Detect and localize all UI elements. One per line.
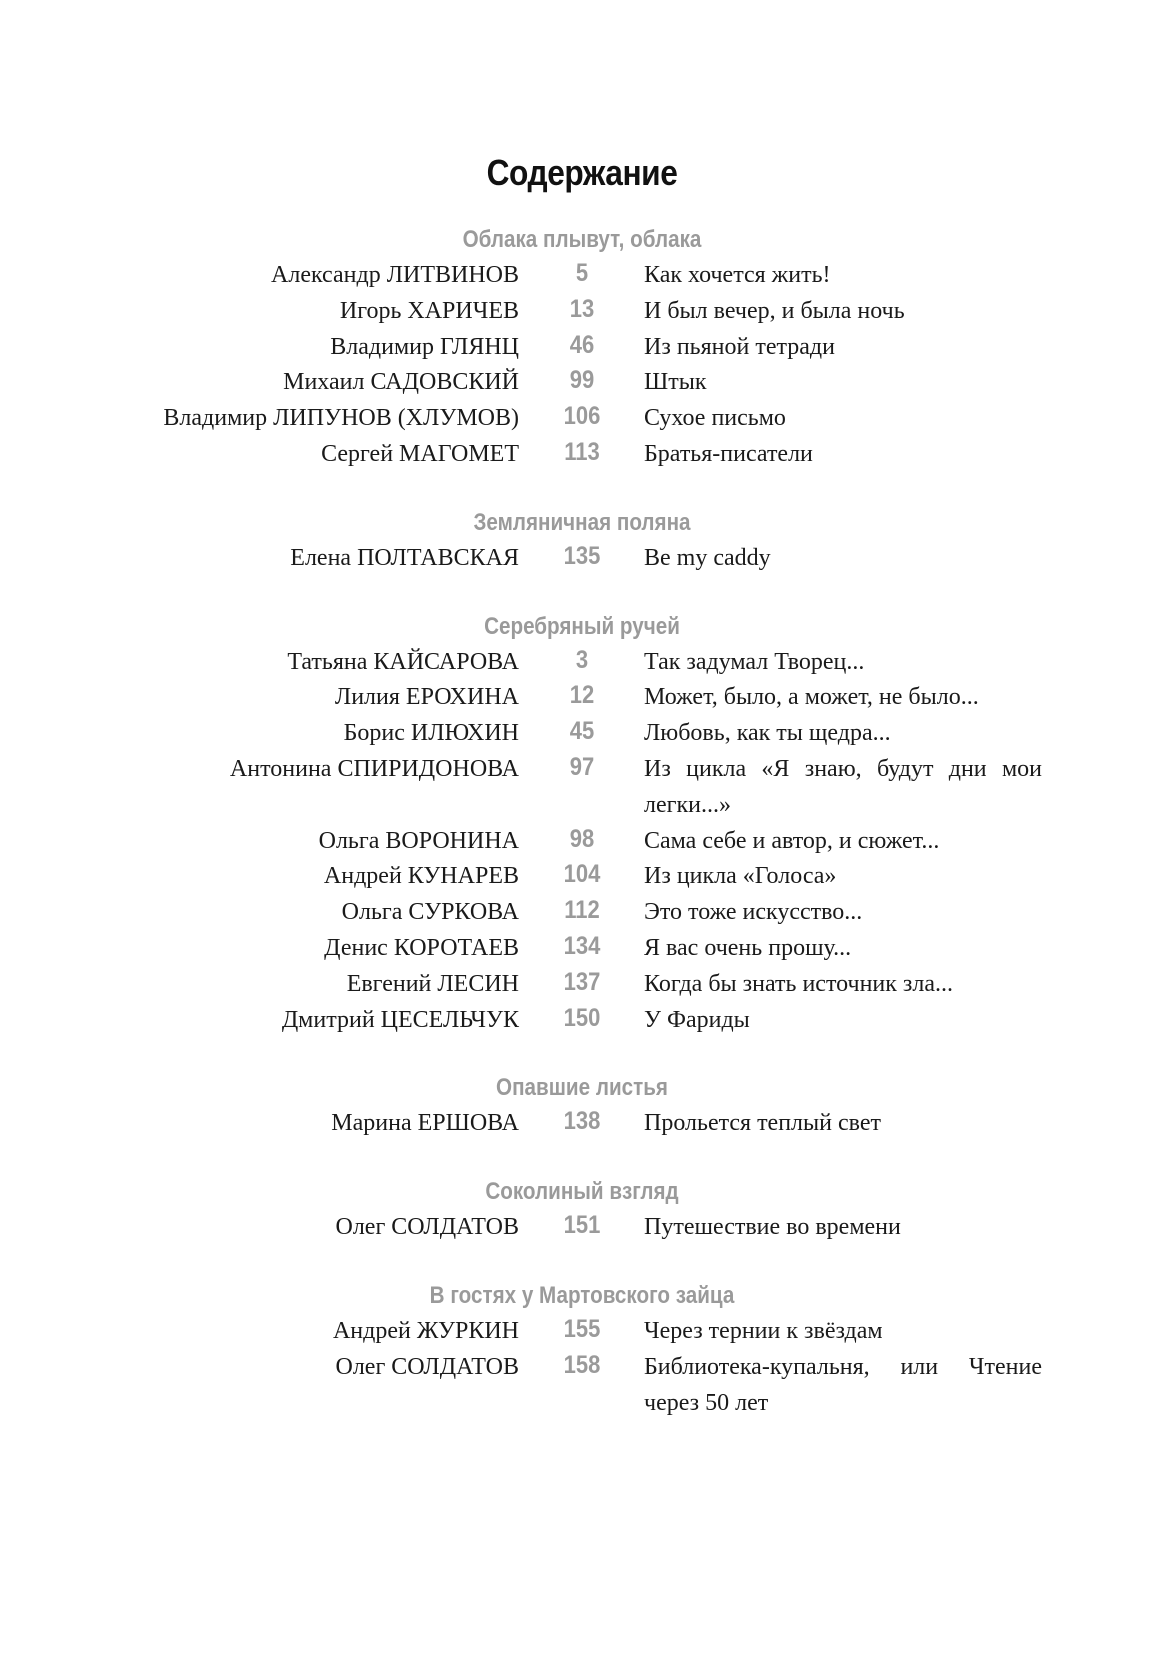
toc-entry [0,1003,1164,1039]
entry-page-number: 104 [563,860,601,889]
entry-author: Борис ИЛЮХИН [343,720,519,747]
entry-author: Ольга СУРКОВА [341,899,519,926]
entry-author: Владимир ЛИПУНОВ (ХЛУМОВ) [163,405,519,432]
entry-page-number: 99 [569,366,595,395]
entry-work-title: Как хочется жить! [644,262,831,288]
table-of-contents [0,222,1164,1453]
entry-work-title: Из цикла «Голоса» [644,863,837,890]
toc-section [0,609,1164,1039]
entry-page-number: 12 [569,681,595,710]
entry-page-number: 45 [569,717,595,746]
entry-author: Лилия ЕРОХИНА [334,684,519,711]
toc-entry [0,824,1164,860]
entry-work-title: Из пьяной тетради [644,333,835,360]
entry-author: Евгений ЛЕСИН [346,970,519,997]
entry-author: Сергей МАГОМЕТ [321,440,519,467]
entry-page-number: 158 [563,1350,601,1379]
entry-author: Денис КОРОТАЕВ [324,934,519,961]
toc-entry [0,752,1164,824]
entry-work-title: Когда бы знать источник зла... [644,970,954,997]
toc-entry [0,330,1164,366]
toc-entry [0,1314,1164,1350]
entry-work-title: Я вас очень прошу... [644,934,852,961]
section-title: Опавшие листья [496,1074,668,1102]
section-title: В гостях у Мартовского зайца [429,1281,735,1309]
entry-page-number: 13 [569,294,595,323]
entry-work-title: Библиотека-купальня, или Чтение через 50 лет [644,1353,1042,1416]
entry-author: Татьяна КАЙСАРОВА [287,648,519,675]
entry-page-number: 150 [563,1003,601,1032]
entry-page-number: 106 [563,402,601,431]
entry-work-title: Штык [644,369,707,396]
entry-work-title: У Фариды [644,1006,750,1033]
toc-section [0,1174,1164,1246]
toc-section [0,1070,1164,1142]
toc-entry [0,645,1164,681]
section-title: Земляничная поляна [473,508,691,536]
entry-work-title: И был вечер, и была ночь [644,297,905,324]
entry-author: Ольга ВОРОНИНА [318,827,519,854]
entry-page-number: 5 [575,259,589,287]
entry-page-number: 46 [569,330,595,359]
toc-entry [0,680,1164,716]
entry-work-title: Прольется теплый свет [644,1110,881,1137]
toc-entry [0,895,1164,931]
entry-page-number: 138 [563,1107,601,1136]
entry-work-title: Путешествие во времени [644,1214,901,1241]
toc-section [0,1278,1164,1421]
toc-entry [0,541,1164,577]
toc-entry [0,437,1164,473]
entry-work-title: Be my caddy [644,544,771,571]
page-title: Содержание [486,152,678,193]
toc-entry [0,258,1164,294]
entry-work-title: Сухое письмо [644,405,786,432]
toc-entry [0,401,1164,437]
toc-entry [0,859,1164,895]
entry-author: Олег СОЛДАТОВ [335,1353,519,1380]
entry-work-title: Так задумал Творец... [644,648,865,675]
entry-page-number: 113 [564,437,600,466]
entry-work-title: Братья-писатели [644,440,813,467]
entry-author: Дмитрий ЦЕСЕЛЬЧУК [281,1006,519,1033]
entry-page-number: 98 [569,824,595,853]
toc-entry [0,1106,1164,1142]
entry-page-number: 97 [569,752,595,781]
entry-author: Игорь ХАРИЧЕВ [339,297,519,324]
entry-author: Владимир ГЛЯНЦ [330,333,519,360]
entry-page-number: 3 [575,645,589,674]
section-title: Соколиный взгляд [485,1178,679,1206]
entry-work-title: Любовь, как ты щедра... [644,720,891,747]
toc-entry [0,1350,1164,1422]
entry-author: Андрей КУНАРЕВ [323,863,519,890]
section-title: Облака плывут, облака [462,226,702,253]
entry-author: Марина ЕРШОВА [331,1110,519,1137]
entry-page-number: 137 [563,967,601,996]
entry-author: Елена ПОЛТАВСКАЯ [290,544,519,571]
toc-section [0,222,1164,473]
entry-work-title: Через тернии к звёздам [644,1317,883,1344]
entry-work-title: Сама себе и автор, и сюжет... [644,827,940,854]
entry-work-title: Это тоже искусство... [644,899,863,926]
entry-author: Александр ЛИТВИНОВ [271,262,519,288]
entry-page-number: 112 [564,896,600,925]
entry-work-title: Может, было, а может, не было... [644,684,979,711]
entry-page-number: 155 [563,1314,601,1343]
toc-entry [0,967,1164,1003]
toc-entry [0,365,1164,401]
toc-entry [0,931,1164,967]
entry-author: Андрей ЖУРКИН [332,1317,519,1344]
entry-page-number: 151 [563,1211,601,1240]
entry-work-title: Из цикла «Я знаю, будут дни мои легки...» [644,755,1042,818]
entry-author: Антонина СПИРИДОНОВА [229,755,519,782]
entry-page-number: 135 [563,541,601,570]
toc-entry [0,1210,1164,1246]
toc-entry [0,716,1164,752]
section-title: Серебряный ручей [484,612,680,640]
toc-section [0,505,1164,577]
toc-entry [0,294,1164,330]
entry-page-number: 134 [563,931,601,960]
entry-author: Олег СОЛДАТОВ [335,1214,519,1241]
entry-author: Михаил САДОВСКИЙ [283,369,519,396]
